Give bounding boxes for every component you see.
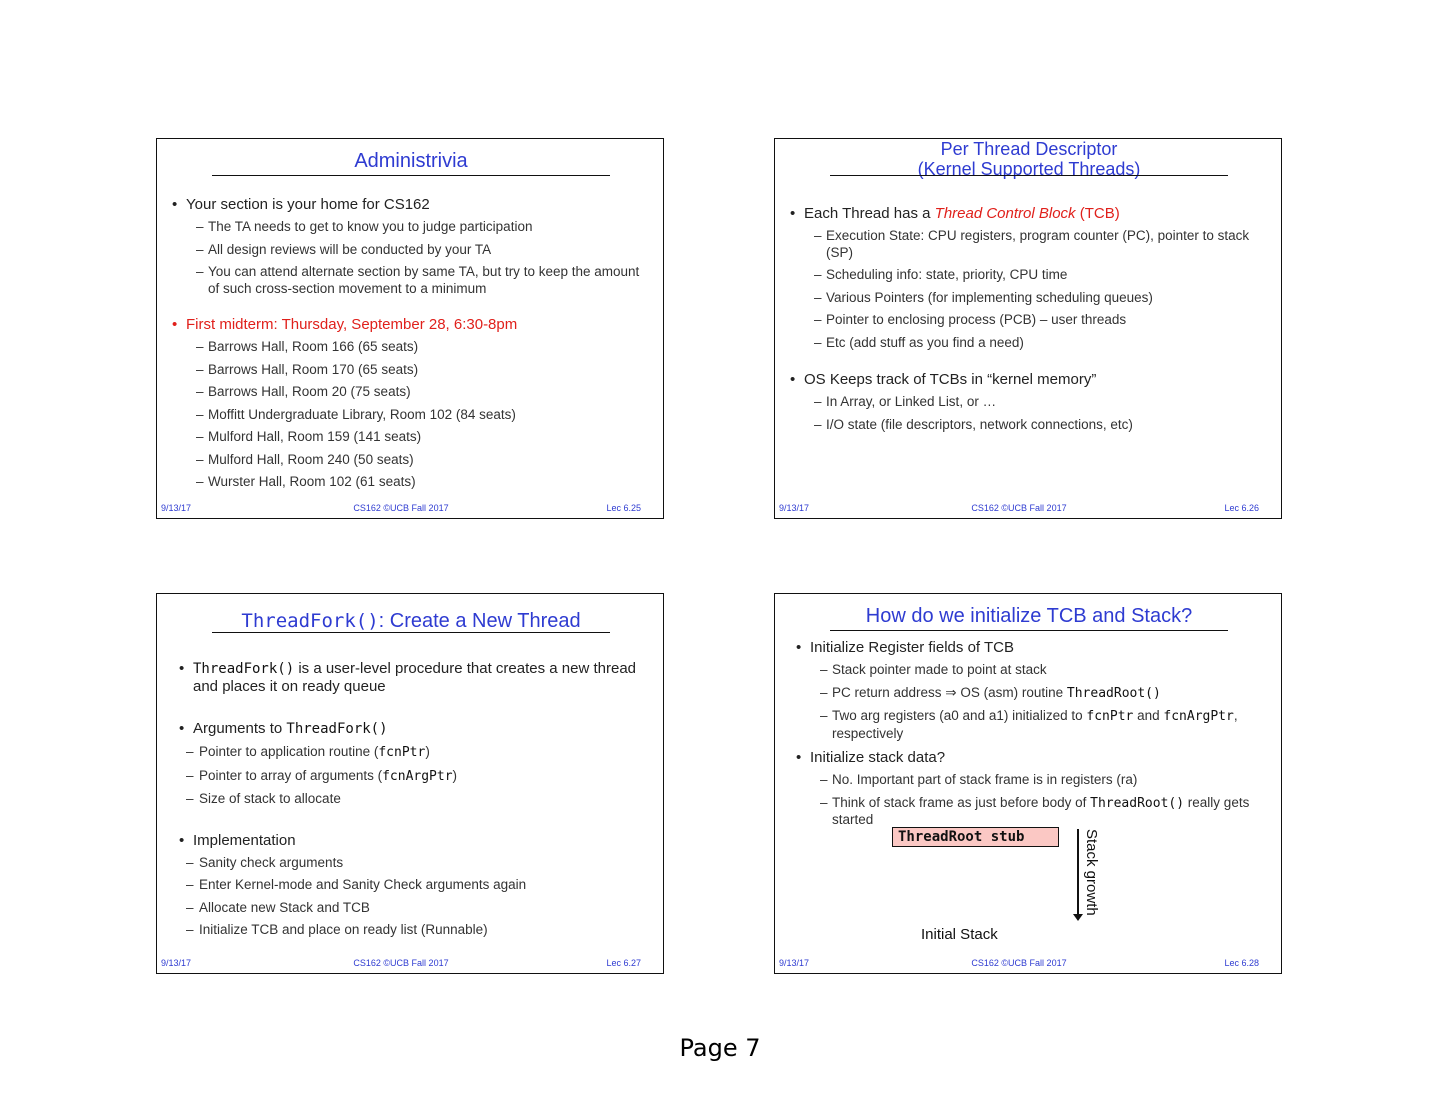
title-underline bbox=[830, 175, 1228, 176]
title-underline bbox=[212, 632, 610, 633]
slide-footer bbox=[161, 958, 641, 970]
slide-init-tcb-stack bbox=[774, 593, 1282, 974]
sub-bullet: – Barrows Hall, Room 20 (75 seats) bbox=[196, 384, 411, 399]
sub-bullet: – Barrows Hall, Room 170 (65 seats) bbox=[196, 361, 419, 377]
slide-administrivia bbox=[156, 138, 664, 519]
footer-lecture: Lec 6.26 bbox=[1224, 503, 1259, 513]
stack-growth-label: Stack growth bbox=[1083, 829, 1100, 916]
sub-bullet: – Execution State: CPU registers, program counter (PC), pointer to stack (SP) bbox=[814, 228, 1250, 260]
slide-body bbox=[169, 196, 653, 491]
sub-bullet: – Stack pointer made to point at stack bbox=[820, 662, 1047, 677]
sub-bullet: – You can attend alternate section by same TA, but try to keep the amount of such cross-section movement to a minimum bbox=[196, 264, 640, 296]
sub-bullet: – Wurster Hall, Room 102 (61 seats) bbox=[196, 474, 416, 489]
footer-course: CS162 ©UCB Fall 2017 bbox=[353, 503, 449, 513]
bullet: • ThreadFork() is a user-level procedure that creates a new thread and places it on ready queue bbox=[179, 660, 637, 695]
slide-per-thread-descriptor bbox=[774, 138, 1282, 519]
stack-growth-line bbox=[1077, 829, 1079, 917]
sub-bullet: – Pointer to application routine (fcnPtr) bbox=[186, 744, 430, 760]
bullet: • Initialize stack data? bbox=[796, 749, 946, 766]
bullet: • OS Keeps track of TCBs in “kernel memory” bbox=[790, 371, 1097, 388]
slide-body bbox=[793, 639, 1271, 829]
slide-footer bbox=[779, 958, 1259, 970]
sub-bullet: – No. Important part of stack frame is in registers (ra) bbox=[820, 772, 1138, 787]
sub-bullet: – Allocate new Stack and TCB bbox=[186, 899, 370, 915]
title-underline bbox=[830, 630, 1228, 631]
bullet: • Initialize Register fields of TCB bbox=[796, 639, 1014, 656]
footer-date: 9/13/17 bbox=[779, 503, 810, 513]
footer-lecture: Lec 6.28 bbox=[1224, 958, 1259, 968]
footer-lecture: Lec 6.25 bbox=[606, 503, 641, 513]
slide-title: How do we initialize TCB and Stack? bbox=[865, 605, 1193, 627]
slide-body bbox=[176, 660, 653, 939]
bullet-midterm: • First midterm: Thursday, September 28, 6:30-8pm bbox=[172, 316, 518, 333]
initial-stack-label: Initial Stack bbox=[921, 926, 998, 943]
sub-bullet: – Scheduling info: state, priority, CPU time bbox=[814, 267, 1068, 282]
sub-bullet: – Various Pointers (for implementing scheduling queues) bbox=[814, 289, 1153, 305]
slide-footer bbox=[779, 503, 1259, 515]
sub-bullet: – In Array, or Linked List, or … bbox=[814, 394, 997, 409]
sub-bullet: – I/O state (file descriptors, network connections, etc) bbox=[814, 416, 1133, 432]
sub-bullet: – The TA needs to get to know you to judge participation bbox=[196, 219, 533, 234]
sub-bullet: – Pointer to array of arguments (fcnArgPtr) bbox=[186, 767, 458, 784]
sub-bullet: – Moffitt Undergraduate Library, Room 102 (84 seats) bbox=[196, 406, 516, 422]
bullet: • Arguments to ThreadFork() bbox=[179, 720, 388, 737]
footer-date: 9/13/17 bbox=[779, 958, 810, 968]
sub-bullet: – PC return address ⇒ OS (asm) routine ThreadRoot() bbox=[820, 684, 1161, 701]
bullet: • Each Thread has a Thread Control Block (TCB) bbox=[790, 205, 1120, 222]
sub-bullet: – Mulford Hall, Room 240 (50 seats) bbox=[196, 451, 414, 467]
slide-threadfork bbox=[156, 593, 664, 974]
sub-bullet: – Barrows Hall, Room 166 (65 seats) bbox=[196, 339, 419, 354]
sub-bullet: – Mulford Hall, Room 159 (141 seats) bbox=[196, 429, 422, 444]
sub-bullet: – Size of stack to allocate bbox=[186, 791, 341, 806]
bullet: • Implementation bbox=[179, 831, 296, 849]
sub-bullet: – Initialize TCB and place on ready list (Runnable) bbox=[186, 922, 488, 937]
sub-bullet: – All design reviews will be conducted by your TA bbox=[196, 241, 492, 257]
sub-bullet: – Etc (add stuff as you find a need) bbox=[814, 334, 1024, 350]
slide-title: Administrivia bbox=[354, 150, 468, 172]
footer-date: 9/13/17 bbox=[161, 503, 192, 513]
footer-course: CS162 ©UCB Fall 2017 bbox=[353, 958, 449, 968]
slide-footer bbox=[161, 503, 641, 515]
stack-growth-arrowhead bbox=[1073, 914, 1083, 921]
sub-bullet: – Enter Kernel-mode and Sanity Check arguments again bbox=[186, 877, 527, 892]
title-underline bbox=[212, 175, 610, 176]
sub-bullet: – Think of stack frame as just before body of ThreadRoot() really gets started bbox=[820, 794, 1250, 827]
sub-bullet: – Two arg registers (a0 and a1) initialized to fcnPtr and fcnArgPtr, respectively bbox=[820, 708, 1238, 741]
footer-date: 9/13/17 bbox=[161, 958, 192, 968]
sub-bullet: – Pointer to enclosing process (PCB) – user threads bbox=[814, 312, 1127, 327]
footer-course: CS162 ©UCB Fall 2017 bbox=[971, 958, 1067, 968]
threadroot-stub-box: ThreadRoot stub bbox=[892, 827, 1059, 847]
slide-title: Per Thread Descriptor (Kernel Supported Threads) bbox=[917, 139, 1141, 179]
slide-body bbox=[787, 205, 1271, 433]
page-number: Page 7 bbox=[679, 1034, 761, 1062]
footer-lecture: Lec 6.27 bbox=[606, 958, 641, 968]
footer-course: CS162 ©UCB Fall 2017 bbox=[971, 503, 1067, 513]
sub-bullet: – Sanity check arguments bbox=[186, 854, 344, 870]
slide-title: ThreadFork(): Create a New Thread bbox=[241, 610, 581, 632]
bullet: • Your section is your home for CS162 bbox=[172, 196, 430, 213]
